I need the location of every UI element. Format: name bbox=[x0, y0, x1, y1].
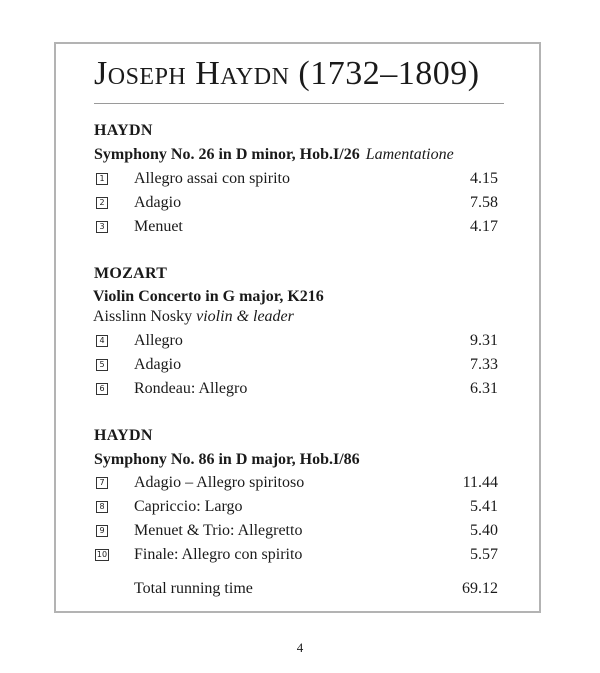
total-running-time-row bbox=[94, 577, 498, 601]
track-duration: 7.33 bbox=[470, 356, 498, 373]
total-running-time-value: 69.12 bbox=[462, 580, 498, 597]
track-number-box: 9 bbox=[96, 525, 108, 537]
track-title: Allegro assai con spirito bbox=[134, 170, 290, 187]
track-row bbox=[94, 519, 498, 543]
track-row bbox=[94, 377, 498, 401]
track-title: Adagio bbox=[134, 194, 182, 211]
track-row bbox=[94, 471, 498, 495]
track-number-box: 2 bbox=[96, 197, 108, 209]
track-row bbox=[94, 191, 498, 215]
track-number-box: 6 bbox=[96, 383, 108, 395]
work-title-text: Symphony No. 26 in D minor, Hob.I/26 bbox=[94, 146, 360, 163]
track-number-box: 5 bbox=[96, 359, 108, 371]
track-row bbox=[94, 167, 498, 191]
track-duration: 5.40 bbox=[470, 522, 498, 539]
track-row bbox=[94, 215, 498, 239]
page-title: Joseph Haydn (1732–1809) bbox=[94, 55, 480, 92]
track-title: Allegro bbox=[134, 332, 183, 349]
track-number-box: 4 bbox=[96, 335, 108, 347]
track-title: Finale: Allegro con spirito bbox=[134, 546, 303, 563]
track-title: Menuet & Trio: Allegretto bbox=[134, 522, 303, 539]
performer-role: violin & leader bbox=[196, 308, 294, 325]
performer-name: Aisslinn Nosky bbox=[93, 308, 193, 325]
track-title: Menuet bbox=[134, 218, 183, 235]
track-number-box: 10 bbox=[96, 550, 108, 559]
track-duration: 7.58 bbox=[470, 194, 498, 211]
track-duration: 4.15 bbox=[470, 170, 498, 187]
composer-heading-mozart: MOZART bbox=[94, 265, 168, 282]
track-duration: 5.57 bbox=[470, 546, 498, 563]
work-subtitle: Lamentatione bbox=[365, 146, 454, 163]
work-title-symphony-86: Symphony No. 86 in D major, Hob.I/86 bbox=[94, 451, 360, 468]
track-duration: 11.44 bbox=[462, 474, 498, 491]
track-duration: 6.31 bbox=[470, 380, 498, 397]
track-duration: 9.31 bbox=[470, 332, 498, 349]
track-duration: 4.17 bbox=[470, 218, 498, 235]
track-number-box: 8 bbox=[96, 501, 108, 513]
track-number-box: 3 bbox=[96, 221, 108, 233]
track-row bbox=[94, 353, 498, 377]
work-title-symphony-26 bbox=[94, 145, 454, 165]
track-row bbox=[94, 329, 498, 353]
track-title: Rondeau: Allegro bbox=[134, 380, 248, 397]
page-number: 4 bbox=[296, 640, 304, 655]
composer-heading-haydn-2: HAYDN bbox=[94, 427, 153, 444]
track-duration: 5.41 bbox=[470, 498, 498, 515]
track-row bbox=[94, 495, 498, 519]
track-title: Adagio – Allegro spiritoso bbox=[134, 474, 305, 491]
track-row bbox=[94, 543, 498, 567]
composer-heading-haydn-1: HAYDN bbox=[94, 122, 153, 139]
track-number-box: 1 bbox=[96, 173, 108, 185]
performer-credit bbox=[93, 307, 294, 327]
total-running-time-label: Total running time bbox=[134, 580, 253, 597]
track-title: Capriccio: Largo bbox=[134, 498, 243, 515]
title-divider bbox=[94, 103, 504, 104]
track-number-box: 7 bbox=[96, 477, 108, 489]
track-title: Adagio bbox=[134, 356, 182, 373]
work-title-violin-concerto: Violin Concerto in G major, K216 bbox=[93, 288, 324, 305]
